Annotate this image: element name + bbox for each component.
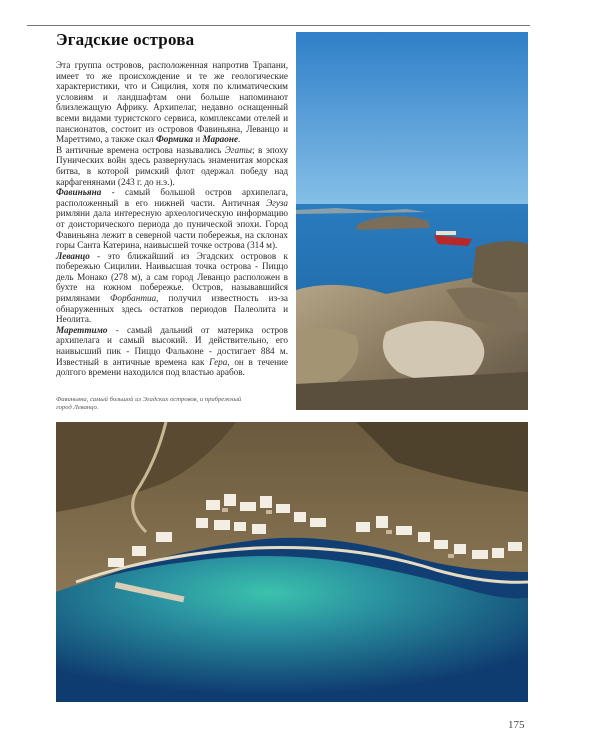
page-number: 175	[508, 719, 525, 731]
article-body	[56, 60, 288, 378]
page-title: Эгадские острова	[56, 30, 195, 49]
paragraph-favignana: Фавиньяна - самый большой остров архипелага, расположенный в его нижней части. Античная Эгуза римляни дала интересную археологическую информацию от доисторического периода до пунической эпохи. Город Фавиньяна лежит в северной части побережья, на склонах горы Санта Катерина, наивысшей точке острова (314 м).	[56, 187, 288, 251]
photo-caption: Фавиньяна, самый большой из Эгадских островов, и прибрежный город Леванцо.	[56, 396, 242, 411]
paragraph-marettimo: Мареттимо - самый дальний от материка остров архипелага и самый высокий. И действительно, его наивысший пик - Пиццо Фальконе - достигает 884 м. Известный в античные времена как Гера, он в течение долгого времени находился под властью арабов.	[56, 324, 288, 378]
top-rule	[27, 25, 530, 26]
photo-coast-favignana	[296, 32, 528, 410]
paragraph-history: В античные времена острова назывались Эгаты; в эпоху Пунических войн здесь развернулась знаменитая морская битва, в которой римский флот одержал победу над карфагенянами (243 г. до н.э.).	[56, 144, 289, 187]
photo-aerial-levanzo	[56, 422, 528, 702]
paragraph-intro: Эта группа островов, расположенная напротив Трапани, имеет то же происхождение и те же геологические характеристики, что и Сицилия, хотя по климатическим условиям и ландшафтам они больше напоминают близлежащую Африку. Архипелаг, недавно оснащенный всеми видами туристского сервиса, комплексами отелей и пансионатов, состоит из островов Фавиньяна, Леванцо и Мареттимо, а также скал Формика и Мараоне.	[56, 60, 288, 145]
paragraph-levanzo: Леванцо - это ближайший из Эгадских островов к побережью Сицилии. Наивысшая точка острова - Пиццо дель Монако (278 м), а сам город Леванцо расположен в бухте на южном побережье. Остров, называвшийся римлянами Форбантиа, получил известность из-за обнаруженных здесь остатков периодов Палеолита и Неолита.	[56, 250, 288, 325]
